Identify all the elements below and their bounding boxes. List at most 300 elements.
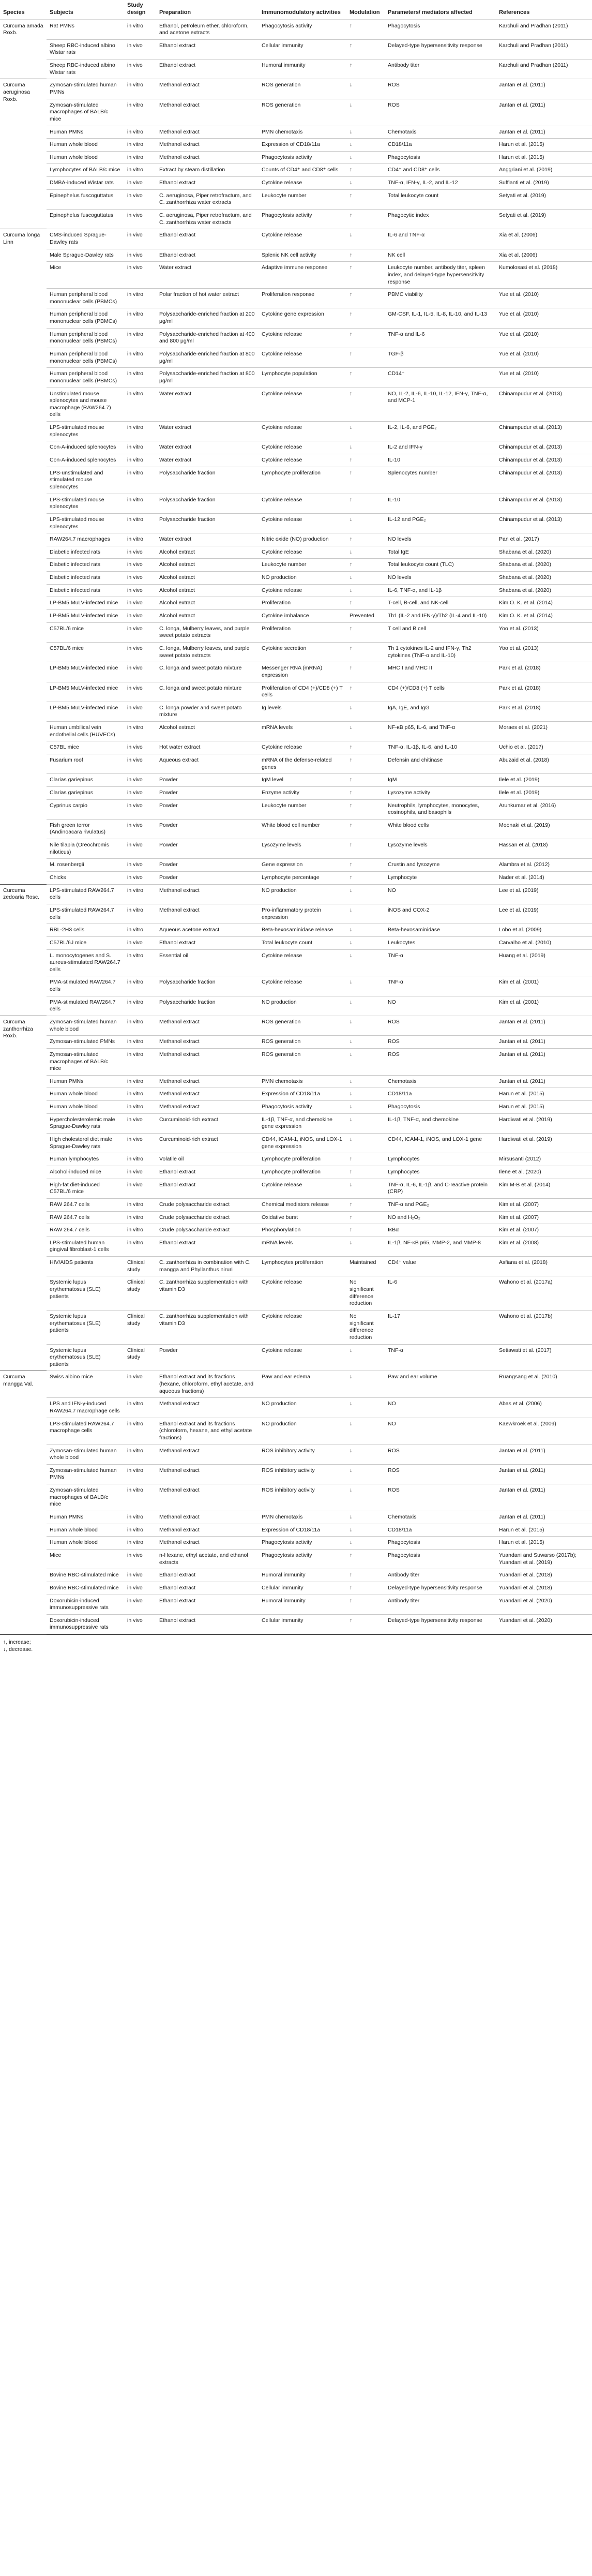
cell-parameters: Crustin and lysozyme bbox=[385, 859, 496, 872]
cell-subject: Zymosan-stimulated human whole blood bbox=[47, 1016, 124, 1036]
cell-study-design: in vivo bbox=[124, 39, 156, 59]
cell-activity: Expression of CD18/11a bbox=[259, 1524, 346, 1537]
cell-reference: Huang et al. (2019) bbox=[496, 949, 592, 976]
cell-reference: Yue et al. (2010) bbox=[496, 348, 592, 368]
cell-preparation: Ethanol extract bbox=[156, 1582, 259, 1595]
cell-modulation: ↓ bbox=[346, 177, 385, 190]
cell-reference: Suffianti et al. (2019) bbox=[496, 177, 592, 190]
table-row bbox=[0, 642, 592, 662]
cell-study-design: in vitro bbox=[124, 1464, 156, 1484]
table-row bbox=[0, 139, 592, 152]
cell-reference: Kim et al. (2008) bbox=[496, 1237, 592, 1256]
cell-parameters: Total leukocyte count (TLC) bbox=[385, 559, 496, 572]
cell-subject: LPS-stimulated RAW264.7 cells bbox=[47, 884, 124, 904]
cell-reference: Yuandani et al. (2018) bbox=[496, 1582, 592, 1595]
cell-reference: Abuzaid et al. (2018) bbox=[496, 754, 592, 773]
cell-preparation: Ethanol extract and its fractions (hexane, chloroform, ethyl acetate, and aqueous fractions) bbox=[156, 1371, 259, 1398]
cell-preparation: Methanol extract bbox=[156, 904, 259, 924]
cell-reference: Lee et al. (2019) bbox=[496, 884, 592, 904]
cell-parameters: TNF-α bbox=[385, 949, 496, 976]
table-row bbox=[0, 454, 592, 467]
cell-activity: NO production bbox=[259, 884, 346, 904]
cell-preparation: Polysaccharide-enriched fraction at 200 μg/ml bbox=[156, 308, 259, 328]
cell-parameters: NO bbox=[385, 996, 496, 1016]
cell-reference: Ilele et al. (2019) bbox=[496, 774, 592, 787]
cell-preparation: Methanol extract bbox=[156, 139, 259, 152]
cell-subject: RBL-2H3 cells bbox=[47, 924, 124, 937]
cell-parameters: IL-1β, TNF-α, and chemokine bbox=[385, 1113, 496, 1133]
cell-study-design: in vivo bbox=[124, 622, 156, 642]
cell-preparation: Extract by steam distillation bbox=[156, 164, 259, 177]
table-row bbox=[0, 1016, 592, 1036]
cell-species: Curcuma zedoaria Rosc. bbox=[0, 884, 47, 1016]
cell-parameters: MHC I and MHC II bbox=[385, 662, 496, 682]
cell-study-design: in vitro bbox=[124, 126, 156, 139]
cell-parameters: ROS bbox=[385, 1036, 496, 1049]
cell-study-design: in vitro bbox=[124, 388, 156, 422]
cell-study-design: Clinical study bbox=[124, 1344, 156, 1371]
cell-study-design: in vitro bbox=[124, 904, 156, 924]
cell-reference: Chinampudur et al. (2013) bbox=[496, 454, 592, 467]
cell-subject: Epinephelus fuscoguttatus bbox=[47, 189, 124, 209]
cell-subject: Human peripheral blood mononuclear cells (PBMCs) bbox=[47, 289, 124, 308]
cell-activity: Cytokine release bbox=[259, 1344, 346, 1371]
cell-reference: Nader et al. (2014) bbox=[496, 872, 592, 885]
cell-reference: Kim et al. (2007) bbox=[496, 1211, 592, 1224]
cell-subject: Swiss albino mice bbox=[47, 1371, 124, 1398]
cell-preparation: Methanol extract bbox=[156, 1484, 259, 1511]
cell-subject: Human whole blood bbox=[47, 139, 124, 152]
cell-parameters: TNF-α bbox=[385, 1344, 496, 1371]
cell-activity: Cytokine release bbox=[259, 546, 346, 559]
cell-parameters: NK cell bbox=[385, 249, 496, 262]
cell-modulation: ↓ bbox=[346, 949, 385, 976]
cell-preparation: n-Hexane, ethyl acetate, and ethanol extracts bbox=[156, 1549, 259, 1569]
cell-study-design: in vivo bbox=[124, 1166, 156, 1179]
cell-reference: Yuandani et al. (2020) bbox=[496, 1595, 592, 1614]
table-row bbox=[0, 1464, 592, 1484]
cell-preparation: Methanol extract bbox=[156, 1524, 259, 1537]
cell-parameters: ROS bbox=[385, 1048, 496, 1075]
cell-modulation: ↑ bbox=[346, 1569, 385, 1582]
table-row bbox=[0, 1511, 592, 1524]
cell-preparation: Curcuminoid-rich extract bbox=[156, 1134, 259, 1153]
cell-activity: Humoral immunity bbox=[259, 59, 346, 79]
table-row bbox=[0, 164, 592, 177]
cell-reference: Jantan et al. (2011) bbox=[496, 1016, 592, 1036]
cell-parameters: Lymphocytes bbox=[385, 1166, 496, 1179]
cell-parameters: ROS bbox=[385, 1016, 496, 1036]
table-row bbox=[0, 533, 592, 546]
cell-reference: Park et al. (2018) bbox=[496, 682, 592, 702]
table-row bbox=[0, 308, 592, 328]
cell-reference: Moraes et al. (2021) bbox=[496, 722, 592, 741]
cell-study-design: in vivo bbox=[124, 839, 156, 859]
table-row bbox=[0, 741, 592, 754]
cell-subject: HIV/AIDS patients bbox=[47, 1257, 124, 1276]
cell-activity: Lymphocyte proliferation bbox=[259, 467, 346, 494]
table-row bbox=[0, 328, 592, 348]
cell-preparation: Methanol extract bbox=[156, 99, 259, 126]
cell-reference: Kumolosasi et al. (2018) bbox=[496, 262, 592, 289]
cell-study-design: in vivo bbox=[124, 799, 156, 819]
cell-preparation: Polysaccharide fraction bbox=[156, 996, 259, 1016]
cell-subject: Sheep RBC-induced albino Wistar rats bbox=[47, 39, 124, 59]
cell-reference: Jantan et al. (2011) bbox=[496, 99, 592, 126]
header-references: References bbox=[496, 0, 592, 20]
table-row bbox=[0, 1582, 592, 1595]
cell-reference: Ilene et al. (2020) bbox=[496, 1166, 592, 1179]
cell-study-design: in vivo bbox=[124, 249, 156, 262]
table-row bbox=[0, 210, 592, 229]
cell-modulation: ↑ bbox=[346, 1582, 385, 1595]
cell-activity: mRNA levels bbox=[259, 722, 346, 741]
cell-subject: Lymphocytes of BALB/c mice bbox=[47, 164, 124, 177]
table-row bbox=[0, 859, 592, 872]
cell-modulation: ↑ bbox=[346, 533, 385, 546]
cell-preparation: Ethanol extract bbox=[156, 1179, 259, 1198]
cell-modulation: ↑ bbox=[346, 59, 385, 79]
cell-subject: RAW 264.7 cells bbox=[47, 1224, 124, 1237]
cell-study-design: in vitro bbox=[124, 441, 156, 454]
cell-preparation: Methanol extract bbox=[156, 1511, 259, 1524]
cell-parameters: Antibody titer bbox=[385, 1569, 496, 1582]
cell-reference: Xia et al. (2006) bbox=[496, 229, 592, 249]
cell-subject: High-fat diet-induced C57BL/6 mice bbox=[47, 1179, 124, 1198]
cell-activity: Ig levels bbox=[259, 702, 346, 721]
cell-study-design: in vivo bbox=[124, 1614, 156, 1634]
cell-study-design: in vitro bbox=[124, 454, 156, 467]
cell-study-design: in vitro bbox=[124, 1101, 156, 1114]
header-parameters: Parameters/ mediators affected bbox=[385, 0, 496, 20]
cell-subject: Human peripheral blood mononuclear cells (PBMCs) bbox=[47, 308, 124, 328]
cell-reference: Anggriani et al. (2019) bbox=[496, 164, 592, 177]
cell-modulation: ↑ bbox=[346, 1614, 385, 1634]
cell-study-design: in vitro bbox=[124, 533, 156, 546]
cell-parameters: Delayed-type hypersensitivity response bbox=[385, 39, 496, 59]
cell-reference: Chinampudur et al. (2013) bbox=[496, 422, 592, 441]
cell-subject: LPS and IFN-γ-induced RAW264.7 macrophage cells bbox=[47, 1398, 124, 1418]
cell-reference: Alambra et al. (2012) bbox=[496, 859, 592, 872]
cell-study-design: in vitro bbox=[124, 1445, 156, 1464]
cell-study-design: in vivo bbox=[124, 177, 156, 190]
cell-modulation: ↓ bbox=[346, 513, 385, 533]
cell-preparation: Essential oil bbox=[156, 949, 259, 976]
cell-subject: Hypercholesterolemic male Sprague-Dawley rats bbox=[47, 1113, 124, 1133]
cell-study-design: in vivo bbox=[124, 774, 156, 787]
table-row bbox=[0, 1371, 592, 1398]
cell-subject: Zymosan-stimulated human PMNs bbox=[47, 1464, 124, 1484]
cell-reference: Karchuli and Pradhan (2011) bbox=[496, 39, 592, 59]
cell-preparation: Methanol extract bbox=[156, 1088, 259, 1101]
cell-subject: Human peripheral blood mononuclear cells (PBMCs) bbox=[47, 368, 124, 388]
cell-modulation: ↓ bbox=[346, 1088, 385, 1101]
cell-reference: Harun et al. (2015) bbox=[496, 151, 592, 164]
cell-parameters: ROS bbox=[385, 99, 496, 126]
cell-study-design: in vivo bbox=[124, 189, 156, 209]
table-row bbox=[0, 229, 592, 249]
cell-study-design: in vivo bbox=[124, 597, 156, 610]
cell-preparation: Alcohol extract bbox=[156, 722, 259, 741]
cell-parameters: Th 1 cytokines IL-2 and IFN-γ, Th2 cytokines (TNF-α and IL-10) bbox=[385, 642, 496, 662]
cell-parameters: ROS bbox=[385, 1464, 496, 1484]
table-row bbox=[0, 799, 592, 819]
cell-reference: Jantan et al. (2011) bbox=[496, 126, 592, 139]
cell-parameters: Phagocytosis bbox=[385, 1537, 496, 1550]
cell-modulation: ↑ bbox=[346, 368, 385, 388]
cell-modulation: ↑ bbox=[346, 1211, 385, 1224]
cell-study-design: in vivo bbox=[124, 702, 156, 721]
cell-preparation: C. aeruginosa, Piper retrofractum, and C. zanthorrhiza water extracts bbox=[156, 210, 259, 229]
cell-activity: ROS generation bbox=[259, 1016, 346, 1036]
cell-activity: Pro-inflammatory protein expression bbox=[259, 904, 346, 924]
cell-reference: Kaewkroek et al. (2009) bbox=[496, 1418, 592, 1445]
cell-activity: ROS generation bbox=[259, 1036, 346, 1049]
table-row bbox=[0, 662, 592, 682]
cell-parameters: IκBα bbox=[385, 1224, 496, 1237]
cell-modulation: ↑ bbox=[346, 1198, 385, 1211]
cell-study-design: Clinical study bbox=[124, 1257, 156, 1276]
cell-modulation: ↓ bbox=[346, 904, 385, 924]
cell-parameters: NO bbox=[385, 1398, 496, 1418]
cell-study-design: in vivo bbox=[124, 819, 156, 839]
cell-preparation: Ethanol, petroleum ether, chloroform, and acetone extracts bbox=[156, 20, 259, 39]
cell-modulation: ↑ bbox=[346, 786, 385, 799]
table-row bbox=[0, 441, 592, 454]
cell-activity: Leukocyte number bbox=[259, 799, 346, 819]
cell-reference: Chinampudur et al. (2013) bbox=[496, 513, 592, 533]
cell-modulation: ↓ bbox=[346, 924, 385, 937]
cell-reference: Harun et al. (2015) bbox=[496, 1101, 592, 1114]
cell-reference: Shabana et al. (2020) bbox=[496, 546, 592, 559]
cell-study-design: in vitro bbox=[124, 20, 156, 39]
cell-reference: Shabana et al. (2020) bbox=[496, 584, 592, 597]
cell-subject: L. monocytogenes and S. aureus-stimulated RAW264.7 cells bbox=[47, 949, 124, 976]
cell-modulation: ↓ bbox=[346, 1048, 385, 1075]
cell-subject: Con-A-induced splenocytes bbox=[47, 441, 124, 454]
cell-subject: RAW 264.7 cells bbox=[47, 1198, 124, 1211]
cell-parameters: Paw and ear volume bbox=[385, 1371, 496, 1398]
cell-reference: Kim et al. (2007) bbox=[496, 1198, 592, 1211]
table-row bbox=[0, 422, 592, 441]
table-row bbox=[0, 1537, 592, 1550]
cell-modulation: ↑ bbox=[346, 262, 385, 289]
cell-preparation: Volatile oil bbox=[156, 1153, 259, 1166]
cell-reference: Wahono et al. (2017b) bbox=[496, 1310, 592, 1344]
cell-parameters: Chemotaxis bbox=[385, 1075, 496, 1088]
cell-modulation: ↓ bbox=[346, 1237, 385, 1256]
cell-parameters: Chemotaxis bbox=[385, 1511, 496, 1524]
table-row bbox=[0, 872, 592, 885]
cell-reference: Chinampudur et al. (2013) bbox=[496, 467, 592, 494]
cell-study-design: in vitro bbox=[124, 139, 156, 152]
cell-parameters: NO and H₂O₂ bbox=[385, 1211, 496, 1224]
table-row bbox=[0, 1257, 592, 1276]
cell-subject: Human whole blood bbox=[47, 151, 124, 164]
cell-study-design: in vitro bbox=[124, 308, 156, 328]
cell-modulation: ↑ bbox=[346, 1224, 385, 1237]
table-row bbox=[0, 884, 592, 904]
cell-reference: Kim et al. (2001) bbox=[496, 976, 592, 996]
cell-subject: RAW264.7 macrophages bbox=[47, 533, 124, 546]
cell-reference: Shabana et al. (2020) bbox=[496, 559, 592, 572]
cell-activity: mRNA levels bbox=[259, 1237, 346, 1256]
cell-study-design: in vivo bbox=[124, 1113, 156, 1133]
cell-subject: Human PMNs bbox=[47, 1511, 124, 1524]
header-preparation: Preparation bbox=[156, 0, 259, 20]
cell-modulation: ↓ bbox=[346, 441, 385, 454]
cell-modulation: ↑ bbox=[346, 454, 385, 467]
cell-modulation: Prevented bbox=[346, 610, 385, 623]
cell-study-design: in vitro bbox=[124, 722, 156, 741]
cell-activity: Chemical mediators release bbox=[259, 1198, 346, 1211]
cell-preparation: Powder bbox=[156, 839, 259, 859]
cell-modulation: ↑ bbox=[346, 164, 385, 177]
cell-reference: Uchio et al. (2017) bbox=[496, 741, 592, 754]
cell-activity: Humoral immunity bbox=[259, 1595, 346, 1614]
cell-modulation: ↓ bbox=[346, 572, 385, 585]
table-row bbox=[0, 1445, 592, 1464]
cell-subject: Nile tilapia (Oreochromis niloticus) bbox=[47, 839, 124, 859]
cell-modulation: ↑ bbox=[346, 839, 385, 859]
cell-preparation: Ethanol extract bbox=[156, 1237, 259, 1256]
cell-study-design: in vitro bbox=[124, 1016, 156, 1036]
cell-preparation: Methanol extract bbox=[156, 1445, 259, 1464]
cell-subject: Male Sprague-Dawley rats bbox=[47, 249, 124, 262]
cell-subject: PMA-stimulated RAW264.7 cells bbox=[47, 976, 124, 996]
cell-reference: Harun et al. (2015) bbox=[496, 1537, 592, 1550]
cell-subject: DMBA-induced Wistar rats bbox=[47, 177, 124, 190]
cell-activity: Cytokine gene expression bbox=[259, 308, 346, 328]
table-row bbox=[0, 151, 592, 164]
cell-parameters: CD4 (+)/CD8 (+) T cells bbox=[385, 682, 496, 702]
table-row bbox=[0, 1614, 592, 1634]
cell-study-design: in vitro bbox=[124, 1198, 156, 1211]
cell-study-design: in vivo bbox=[124, 572, 156, 585]
cell-study-design: in vitro bbox=[124, 1036, 156, 1049]
cell-preparation: Powder bbox=[156, 786, 259, 799]
cell-activity: ROS inhibitory activity bbox=[259, 1464, 346, 1484]
cell-study-design: in vivo bbox=[124, 786, 156, 799]
cell-subject: Fish green terror (Andinoacara rivulatus) bbox=[47, 819, 124, 839]
cell-preparation: Powder bbox=[156, 859, 259, 872]
cell-activity: Cytokine release bbox=[259, 949, 346, 976]
cell-preparation: Alcohol extract bbox=[156, 572, 259, 585]
cell-parameters: CD44, ICAM-1, iNOS, and LOX-1 gene bbox=[385, 1134, 496, 1153]
cell-activity: Oxidative burst bbox=[259, 1211, 346, 1224]
cell-parameters: NF-κB p65, IL-6, and TNF-α bbox=[385, 722, 496, 741]
cell-subject: Human whole blood bbox=[47, 1524, 124, 1537]
cell-subject: Human whole blood bbox=[47, 1537, 124, 1550]
cell-preparation: Ethanol extract bbox=[156, 229, 259, 249]
cell-subject: LP-BM5 MuLV-infected mice bbox=[47, 682, 124, 702]
cell-subject: LPS-stimulated mouse splenocytes bbox=[47, 494, 124, 513]
cell-subject: C57BL/6J mice bbox=[47, 936, 124, 949]
cell-parameters: Lysozyme activity bbox=[385, 786, 496, 799]
cell-modulation: ↑ bbox=[346, 774, 385, 787]
cell-parameters: Antibody titer bbox=[385, 1595, 496, 1614]
cell-modulation: ↑ bbox=[346, 249, 385, 262]
cell-subject: Sheep RBC-induced albino Wistar rats bbox=[47, 59, 124, 79]
cell-activity: ROS generation bbox=[259, 79, 346, 99]
cell-preparation: Ethanol extract bbox=[156, 936, 259, 949]
cell-subject: Clarias gariepinus bbox=[47, 786, 124, 799]
cell-preparation: Methanol extract bbox=[156, 151, 259, 164]
cell-activity: Phagocytosis activity bbox=[259, 1549, 346, 1569]
cell-study-design: in vitro bbox=[124, 1224, 156, 1237]
cell-activity: Proliferation bbox=[259, 597, 346, 610]
table-row bbox=[0, 126, 592, 139]
cell-parameters: IL-17 bbox=[385, 1310, 496, 1344]
cell-parameters: Th1 (IL-2 and IFN-γ)/Th2 (IL-4 and IL-10) bbox=[385, 610, 496, 623]
header-immunomodulatory-activities: Immunomodulatory activities bbox=[259, 0, 346, 20]
cell-subject: Human lymphocytes bbox=[47, 1153, 124, 1166]
cell-reference: Yuandani and Suwarso (2017b); Yuandani et al. (2019) bbox=[496, 1549, 592, 1569]
cell-modulation: ↓ bbox=[346, 1418, 385, 1445]
table-footnotes bbox=[0, 1634, 592, 1657]
cell-reference: Park et al. (2018) bbox=[496, 662, 592, 682]
cell-reference: Yuandani et al. (2018) bbox=[496, 1569, 592, 1582]
cell-reference: Ruangsang et al. (2010) bbox=[496, 1371, 592, 1398]
cell-modulation: ↓ bbox=[346, 702, 385, 721]
cell-preparation: Ethanol extract bbox=[156, 249, 259, 262]
table-row bbox=[0, 79, 592, 99]
cell-subject: PMA-stimulated RAW264.7 cells bbox=[47, 996, 124, 1016]
cell-parameters: NO bbox=[385, 1418, 496, 1445]
cell-modulation: ↑ bbox=[346, 754, 385, 773]
header-species: Species bbox=[0, 0, 47, 20]
cell-parameters: IL-6, TNF-α, and IL-1β bbox=[385, 584, 496, 597]
cell-preparation: Alcohol extract bbox=[156, 597, 259, 610]
cell-reference: Park et al. (2018) bbox=[496, 702, 592, 721]
table-row bbox=[0, 1398, 592, 1418]
table-row bbox=[0, 754, 592, 773]
cell-preparation: Methanol extract bbox=[156, 1537, 259, 1550]
cell-modulation: ↓ bbox=[346, 1036, 385, 1049]
cell-study-design: in vitro bbox=[124, 289, 156, 308]
cell-modulation: ↓ bbox=[346, 1524, 385, 1537]
cell-parameters: Phagocytic index bbox=[385, 210, 496, 229]
cell-preparation: Polysaccharide-enriched fraction at 800 μg/ml bbox=[156, 348, 259, 368]
cell-subject: RAW 264.7 cells bbox=[47, 1211, 124, 1224]
table-row bbox=[0, 1276, 592, 1311]
cell-study-design: in vivo bbox=[124, 682, 156, 702]
table-row bbox=[0, 936, 592, 949]
cell-preparation: Water extract bbox=[156, 533, 259, 546]
cell-reference: Asfiana et al. (2018) bbox=[496, 1257, 592, 1276]
cell-activity: Cytokine secretion bbox=[259, 642, 346, 662]
cell-parameters: NO levels bbox=[385, 533, 496, 546]
cell-subject: LPS-stimulated RAW264.7 cells bbox=[47, 904, 124, 924]
table-row bbox=[0, 1179, 592, 1198]
cell-subject: C57BL/6 mice bbox=[47, 622, 124, 642]
cell-reference: Shabana et al. (2020) bbox=[496, 572, 592, 585]
table-row bbox=[0, 1524, 592, 1537]
cell-activity: Lymphocyte population bbox=[259, 368, 346, 388]
table-row bbox=[0, 249, 592, 262]
cell-reference: Jantan et al. (2011) bbox=[496, 1464, 592, 1484]
cell-reference: Hardiwati et al. (2019) bbox=[496, 1113, 592, 1133]
table-row bbox=[0, 99, 592, 126]
cell-modulation: ↑ bbox=[346, 467, 385, 494]
cell-activity: NO production bbox=[259, 996, 346, 1016]
cell-activity: Cytokine release bbox=[259, 454, 346, 467]
cell-modulation: ↓ bbox=[346, 1344, 385, 1371]
cell-preparation: C. longa powder and sweet potato mixture bbox=[156, 702, 259, 721]
cell-activity: Leukocyte number bbox=[259, 189, 346, 209]
table-row bbox=[0, 1310, 592, 1344]
cell-parameters: Beta-hexosaminidase bbox=[385, 924, 496, 937]
